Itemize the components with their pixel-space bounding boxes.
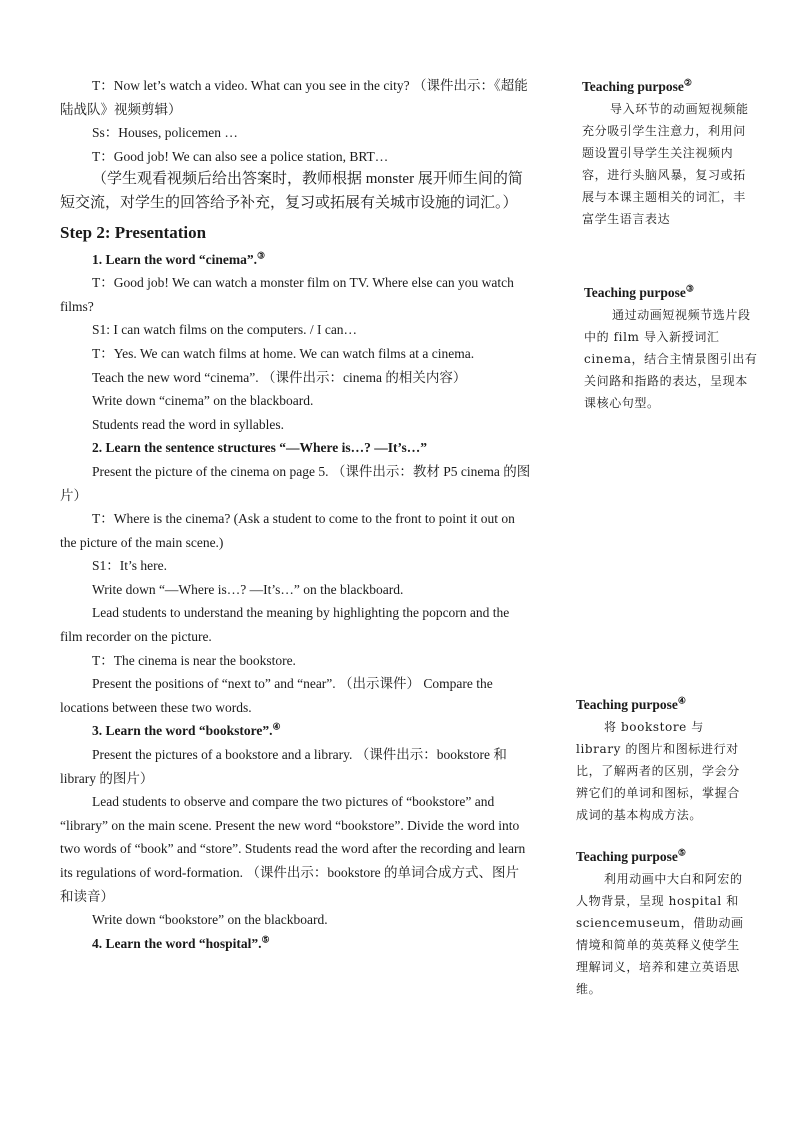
note-title-text: Teaching purpose <box>582 79 684 94</box>
instruction-line: Present the picture of the cinema on page 5. （课件出示：教材 P5 cinema 的图片） <box>60 463 531 503</box>
teaching-purpose-note <box>576 846 752 1000</box>
note-title-text: Teaching purpose <box>584 285 686 300</box>
instruction-line: Lead students to observe and compare the two pictures of “bookstore” and “library” on the main scene. Present the new word “bookstore”. Divide the word into two words of “book” and “store”. Students read the word after the recording and learn its regulations of word-formation. （课件出示：bookstore 的单词合成方式、图片和读音） <box>60 794 526 904</box>
section-heading: Step 2: Presentation <box>60 222 207 242</box>
footnote-mark: ③ <box>256 250 266 261</box>
step-heading-text: 4. Learn the word “hospital”. <box>92 935 262 951</box>
note-paragraph: （学生观看视频后给出答案时，教师根据 monster 展开师生间的简短交流，对学生的回答给予补充，复习或拓展有关城市设施的词汇。） <box>60 171 523 211</box>
instruction-line: Write down “bookstore” on the blackboard. <box>92 912 328 928</box>
instruction-line: Present the pictures of a bookstore and a library. （课件出示：bookstore 和 library 的图片） <box>60 747 507 786</box>
footnote-mark: ④ <box>677 695 686 706</box>
dialogue-line: T：Where is the cinema? (Ask a student to come to the front to point it out on the picture of the main scene.) <box>60 511 515 550</box>
dialogue-line: S1：It’s here. <box>92 558 167 574</box>
instruction-line: Lead students to understand the meaning by highlighting the popcorn and the film recorder on the picture. <box>60 605 510 645</box>
note-body: 导入环节的动画短视频能充分吸引学生注意力，利用问题设置引导学生关注视频内容，进行头脑风暴，复习或拓展与本课主题相关的词汇，丰富学生语言表达 <box>582 102 749 226</box>
instruction-line: Write down “—Where is…? —It’s…” on the blackboard. <box>92 581 404 597</box>
footnote-mark: ④ <box>272 721 281 732</box>
note-body: 利用动画中大白和阿宏的人物背景，呈现 hospital 和 sciencemuseum，借助动画情境和简单的英英释义使学生理解词义，培养和建立英语思维。 <box>576 872 744 996</box>
note-title <box>584 282 760 304</box>
note-body: 通过动画短视频节选片段中的 film 导入新授词汇 cinema，结合主情景图引出有关问路和指路的表达，呈现本课核心句型。 <box>584 308 758 410</box>
note-title <box>576 846 752 868</box>
note-title <box>576 694 752 716</box>
step-heading: 2. Learn the sentence structures “—Where is…? —It’s…” <box>92 440 427 456</box>
step-heading-text: 1. Learn the word “cinema”. <box>92 251 257 267</box>
step-heading-text: 3. Learn the word “bookstore”. <box>92 723 273 739</box>
dialogue-line: T：The cinema is near the bookstore. <box>92 652 296 668</box>
footnote-mark: ⑤ <box>677 847 686 858</box>
footnote-mark: ⑤ <box>261 934 270 945</box>
dialogue-line: T：Now let’s watch a video. What can you see in the city? （课件出示：《超能陆战队》视频剪辑） <box>60 78 528 117</box>
note-title-text: Teaching purpose <box>576 697 678 712</box>
dialogue-line: T：Good job! We can also see a police station, BRT… <box>92 148 389 164</box>
lesson-plan-body <box>60 74 532 955</box>
dialogue-line: Ss：Houses, policemen … <box>92 125 238 141</box>
note-title <box>582 76 758 98</box>
step-heading <box>60 719 532 743</box>
dialogue-line: T：Good job! We can watch a monster film on TV. Where else can you watch films? <box>60 275 514 314</box>
teaching-purpose-note <box>576 694 752 826</box>
teaching-purpose-note <box>582 76 758 230</box>
step-heading <box>60 248 532 272</box>
note-title-text: Teaching purpose <box>576 849 678 864</box>
instruction-line: Students read the word in syllables. <box>92 416 284 432</box>
instruction-line: Write down “cinema” on the blackboard. <box>92 393 314 409</box>
dialogue-line: S1: I can watch films on the computers. / I can… <box>92 322 358 338</box>
footnote-mark: ② <box>683 77 692 88</box>
footnote-mark: ③ <box>685 283 694 294</box>
teaching-purpose-note <box>584 282 760 414</box>
instruction-line: Present the positions of “next to” and “near”. （出示课件） Compare the locations between these two words. <box>60 676 493 715</box>
dialogue-line: T：Yes. We can watch films at home. We can watch films at a cinema. <box>92 345 475 361</box>
step-heading <box>60 932 532 956</box>
note-body: 将 bookstore 与 library 的图片和图标进行对比，了解两者的区别，学会分辨它们的单词和图标，掌握合成词的基本构成方法。 <box>576 720 740 822</box>
instruction-line: Teach the new word “cinema”. （课件出示：cinema 的相关内容） <box>92 369 467 385</box>
